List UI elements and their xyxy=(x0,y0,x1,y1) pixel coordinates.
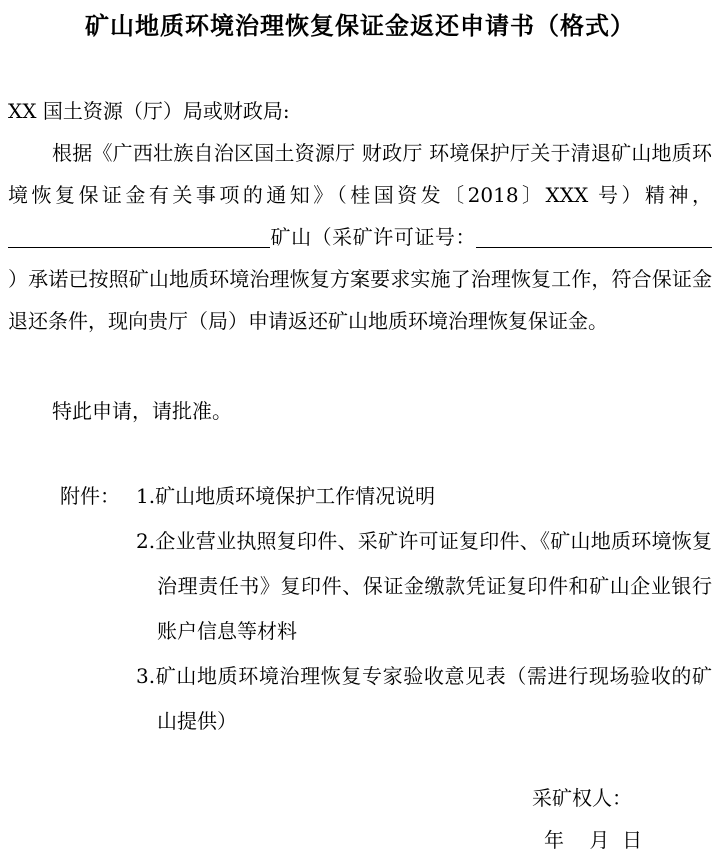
signature-date-line: 年 月 日 xyxy=(544,828,643,852)
attachment-row xyxy=(60,474,712,519)
applicant-signature-label: 采矿权人： xyxy=(532,786,632,810)
main-paragraph xyxy=(8,132,712,342)
attachments-section xyxy=(60,474,712,744)
attachment-row xyxy=(60,519,712,654)
paragraph-text-part1: 根据《广西壮族自治区国土资源厅 财政厅 环境保护厅关于清退矿山地质环境恢复保证金有关事项的通知》（桂国资发〔2018〕XXX 号）精神， xyxy=(8,141,712,207)
attachments-label: 附件： xyxy=(60,484,120,508)
closing-line: 特此申请，请批准。 xyxy=(52,399,232,423)
permit-number-blank xyxy=(476,219,712,248)
attachment-item-3: 3.矿山地质环境治理恢复专家验收意见表（需进行现场验收的矿山提供） xyxy=(136,664,712,733)
mine-name-blank xyxy=(8,219,270,248)
document-title: 矿山地质环境治理恢复保证金返还申请书（格式） xyxy=(85,12,635,40)
attachment-row xyxy=(60,654,712,744)
attachment-item-2: 2.企业营业执照复印件、采矿许可证复印件、《矿山地质环境恢复治理责任书》复印件、保证金缴款凭证复印件和矿山企业银行账户信息等材料 xyxy=(136,529,712,643)
salutation: XX 国土资源（厅）局或财政局: xyxy=(8,99,290,123)
attachment-item-1: 1.矿山地质环境保护工作情况说明 xyxy=(136,484,436,508)
paragraph-text-part2: 矿山（采矿许可证号： xyxy=(270,225,476,249)
paragraph-text-part3: ）承诺已按照矿山地质环境治理恢复方案要求实施了治理恢复工作，符合保证金退还条件，现向贵厅（局）申请返还矿山地质环境治理恢复保证金。 xyxy=(8,267,712,333)
